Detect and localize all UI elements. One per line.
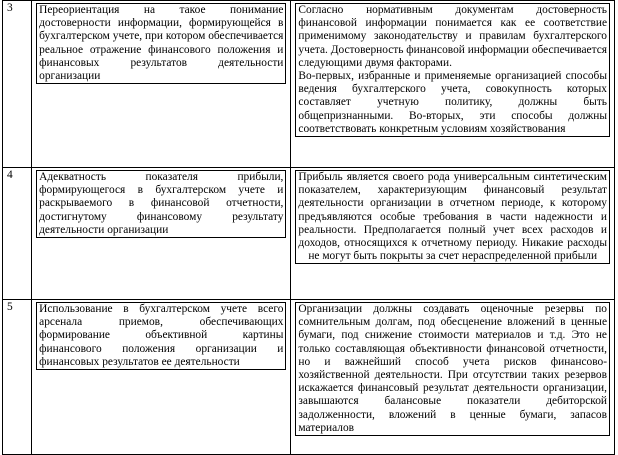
description-text-frame: [295, 3, 610, 137]
table-row: [3, 1, 615, 168]
row-number: 4: [3, 168, 32, 300]
description-paragraph: Прибыль является своего рода универсальным синтетическим показателем, характеризующим финансовый результат деятельности организации в отчетном периоде, к которому предъявляются особые требования в части надежности и реальности. Предполагается полный учет всех расходов и доходов, относящихся к отчетному периоду. Никакие расходы не могут быть покрыты за счет нераспределенной прибыли: [298, 171, 607, 263]
description-paragraph: Согласно нормативным документам достоверность финансовой информации понимается как ее соответствие применимому законодательству и правилам бухгалтерского учета. Достоверность финансовой информации обеспечивается следующими двумя факторами.: [298, 4, 607, 69]
description-cell: [291, 168, 615, 300]
row-number: 5: [3, 300, 32, 455]
principle-text-frame: [36, 3, 286, 84]
description-cell: [291, 1, 615, 168]
table-row: [3, 168, 615, 300]
principle-text: Адекватность показателя прибыли, формирующегося в бухгалтерском учете и раскрываемого в финансовой отчетности, достигнутому финансовому результату деятельности организации: [39, 171, 284, 236]
description-text-frame: [295, 302, 610, 436]
principle-text-frame: [36, 302, 286, 370]
description-cell: [291, 300, 615, 455]
table-row: [3, 300, 615, 455]
principle-cell: [32, 300, 291, 455]
principle-cell: [32, 168, 291, 300]
principle-text: Использование в бухгалтерском учете всего арсенала приемов, обеспечивающих формирование объективной картины финансового положения организации и финансовых результатов ее деятельности: [39, 303, 284, 368]
principle-cell: [32, 1, 291, 168]
description-paragraph: Организации должны создавать оценочные резервы по сомнительным долгам, под обесценение вложений в ценные бумаги, под снижение стоимости материалов и т.д. Это не только составляющая объективности финансовой отчетности, но и важнейший способ учета рисков финансово-хозяйственной деятельности. При отсутствии таких резервов искажается финансовый результат деятельности организации, завышаются балансовые показатели дебиторской задолженности, вложений в ценные бумаги, запасов материалов: [298, 303, 607, 434]
principle-text-frame: [36, 170, 286, 238]
description-paragraph: Во-первых, избранные и применяемые организацией способы ведения бухгалтерского учета, совокупность которых составляет учетную политику, должны быть общепризнанными. Во-вторых, эти способы должны соответствовать конкретным условиям хозяйствования: [298, 70, 607, 135]
principles-table: [2, 0, 615, 455]
principle-text: Переориентация на такое понимание достоверности информации, формирующейся в бухгалтерском учете, при котором обеспечивается реальное отражение финансового положения и финансовых результатов деятельности организации: [39, 4, 284, 83]
row-number: 3: [3, 1, 32, 168]
description-text-frame: [295, 170, 610, 264]
